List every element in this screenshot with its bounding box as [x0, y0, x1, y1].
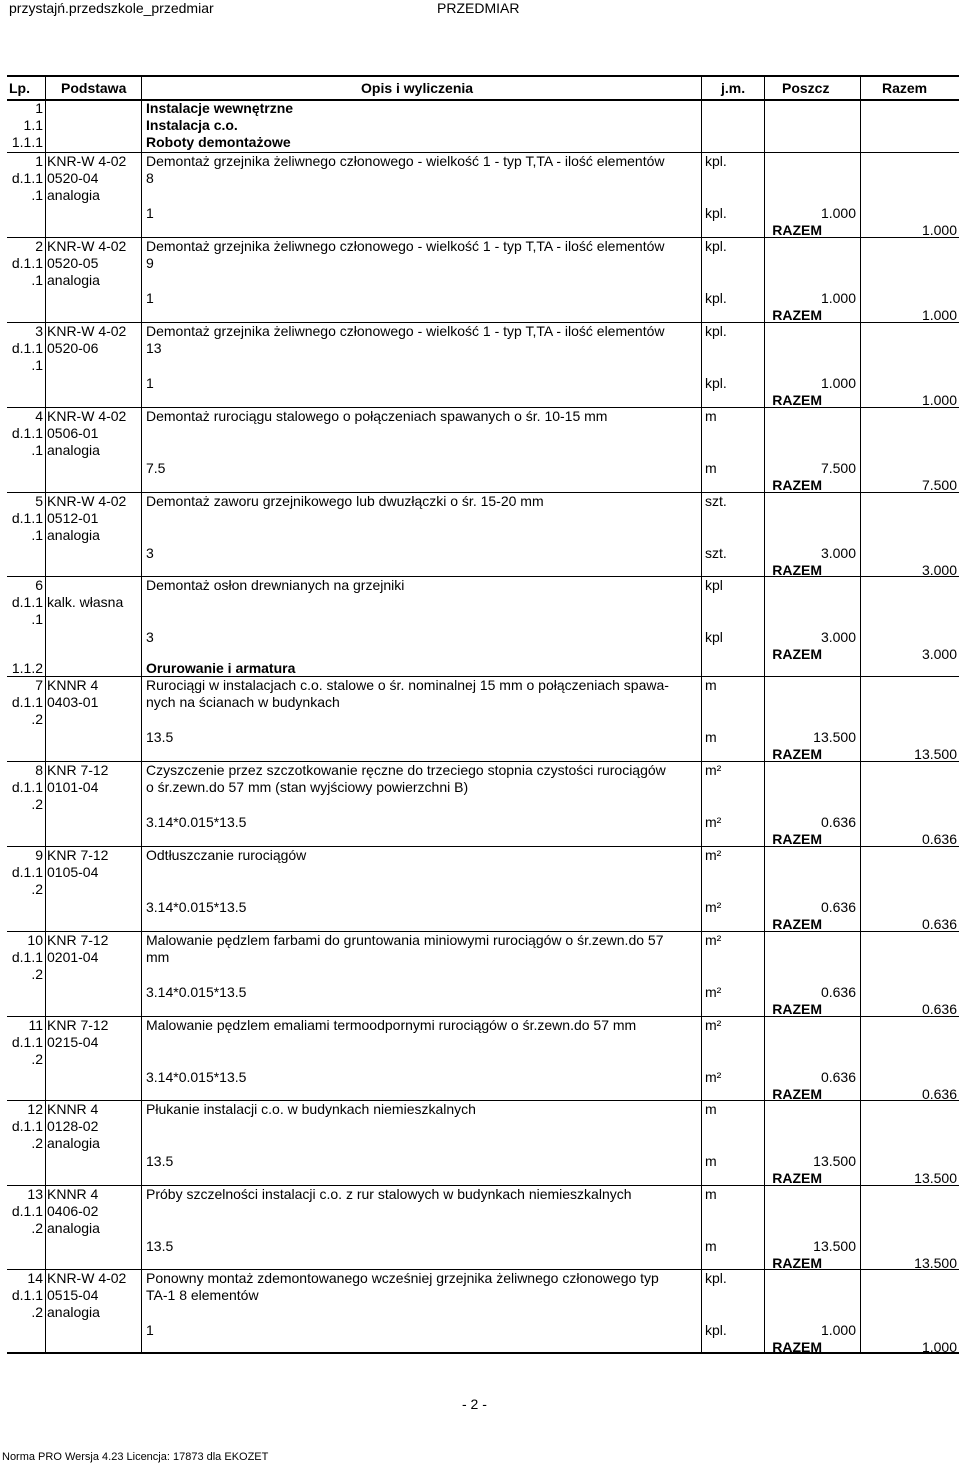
item-lp-line3: .2 — [31, 796, 43, 812]
item-calculation: 3.14*0.015*13.5 — [146, 814, 247, 830]
item-calc-unit: m² — [705, 1069, 722, 1085]
item-unit: m² — [705, 932, 722, 948]
item-razem-value: 0.636 — [921, 1086, 957, 1102]
item-calc-unit: m — [705, 729, 717, 745]
item-razem-value: 0.636 — [921, 831, 957, 847]
item-unit: kpl. — [705, 323, 727, 339]
item-description: Demontaż grzejnika żeliwnego członowego - wielkość 1 - typ T,TA - ilość elementów — [146, 238, 665, 254]
section-number: 1 — [35, 100, 43, 116]
item-unit: m — [705, 1101, 717, 1117]
item-description: Demontaż osłon drewnianych na grzejniki — [146, 577, 405, 593]
item-poszcz-value: 13.500 — [813, 1238, 856, 1254]
item-lp-line2: d.1.1 — [11, 949, 43, 965]
item-basis-number: kalk. własna — [47, 594, 124, 610]
razem-label: RAZEM — [772, 477, 822, 493]
razem-label: RAZEM — [772, 1255, 822, 1271]
item-lp-line3: .2 — [31, 881, 43, 897]
item-basis-note: analogia — [47, 1220, 100, 1236]
item-basis-number: 0403-01 — [47, 694, 99, 710]
item-description: Ponowny montaż zdemontowanego wcześniej grzejnika żeliwnego członowego typ — [146, 1270, 659, 1286]
item-razem-value: 3.000 — [921, 562, 957, 578]
item-poszcz-value: 3.000 — [820, 629, 856, 645]
item-lp-line2: d.1.1 — [11, 594, 43, 610]
razem-label: RAZEM — [772, 916, 822, 932]
item-calc-unit: kpl — [705, 629, 723, 645]
item-basis-number: 0201-04 — [47, 949, 99, 965]
item-poszcz-value: 13.500 — [813, 729, 856, 745]
item-number: 10 — [27, 932, 43, 948]
item-basis-code: KNR-W 4-02 — [47, 408, 127, 424]
item-lp-line2: d.1.1 — [11, 779, 43, 795]
page-number: - 2 - — [462, 1396, 487, 1412]
item-poszcz-value: 13.500 — [813, 1153, 856, 1169]
item-lp-line3: .1 — [31, 527, 43, 543]
item-razem-value: 13.500 — [914, 746, 957, 762]
item-basis-note: analogia — [47, 1135, 100, 1151]
item-poszcz-value: 0.636 — [820, 1069, 856, 1085]
item-description-cont: 13 — [146, 340, 162, 356]
item-poszcz-value: 1.000 — [820, 290, 856, 306]
section-title: Instalacje wewnętrzne — [146, 100, 294, 116]
item-lp-line3: .2 — [31, 1304, 43, 1320]
item-calc-unit: m² — [705, 814, 722, 830]
col-header-razem: Razem — [882, 80, 928, 96]
item-basis-number: 0101-04 — [47, 779, 99, 795]
item-description: Próby szczelności instalacji c.o. z rur stalowych w budynkach niemieszkalnych — [146, 1186, 632, 1202]
col-header-jm: j.m. — [721, 80, 746, 96]
item-calc-unit: kpl. — [705, 1322, 727, 1338]
doc-type-title: PRZEDMIAR — [437, 0, 520, 16]
item-calculation: 1 — [146, 1322, 154, 1338]
item-description: Demontaż grzejnika żeliwnego członowego - wielkość 1 - typ T,TA - ilość elementów — [146, 323, 665, 339]
item-description-cont: 9 — [146, 255, 154, 271]
doc-filename: przystajń.przedszkole_przedmiar — [9, 0, 214, 16]
section-number: 1.1.1 — [11, 134, 43, 150]
item-razem-value: 1.000 — [921, 222, 957, 238]
item-description: Czyszczenie przez szczotkowanie ręczne do trzeciego stopnia czystości rurociągów — [146, 762, 666, 778]
przedmiar-table — [7, 75, 959, 1354]
item-calc-unit: m — [705, 460, 717, 476]
item-number: 4 — [35, 408, 43, 424]
section-title: Instalacja c.o. — [146, 117, 238, 133]
item-basis-code: KNNR 4 — [47, 677, 99, 693]
section-number: 1.1 — [23, 117, 43, 133]
razem-label: RAZEM — [772, 222, 822, 238]
item-basis-note: analogia — [47, 442, 100, 458]
item-razem-value: 7.500 — [921, 477, 957, 493]
item-lp-line3: .2 — [31, 966, 43, 982]
razem-label: RAZEM — [772, 307, 822, 323]
item-calculation: 1 — [146, 205, 154, 221]
item-lp-line3: .1 — [31, 611, 43, 627]
razem-label: RAZEM — [772, 646, 822, 662]
razem-label: RAZEM — [772, 831, 822, 847]
item-lp-line2: d.1.1 — [11, 170, 43, 186]
razem-label: RAZEM — [772, 562, 822, 578]
item-basis-code: KNR-W 4-02 — [47, 323, 127, 339]
item-razem-value: 3.000 — [921, 646, 957, 662]
item-calculation: 3 — [146, 545, 154, 561]
section-title: Roboty demontażowe — [146, 134, 291, 150]
section-title: Orurowanie i armatura — [146, 660, 296, 676]
item-basis-code: KNR-W 4-02 — [47, 238, 127, 254]
razem-label: RAZEM — [772, 1086, 822, 1102]
item-unit: szt. — [705, 493, 727, 509]
item-basis-code: KNR-W 4-02 — [47, 153, 127, 169]
item-poszcz-value: 0.636 — [820, 984, 856, 1000]
item-calculation: 3.14*0.015*13.5 — [146, 984, 247, 1000]
item-razem-value: 1.000 — [921, 392, 957, 408]
item-basis-note: analogia — [47, 527, 100, 543]
item-description-cont: o śr.zewn.do 57 mm (stan wyjściowy powierzchni B) — [146, 779, 469, 795]
item-lp-line3: .2 — [31, 1135, 43, 1151]
item-basis-number: 0128-02 — [47, 1118, 99, 1134]
item-poszcz-value: 1.000 — [820, 205, 856, 221]
item-basis-number: 0215-04 — [47, 1034, 99, 1050]
item-unit: m² — [705, 1017, 722, 1033]
item-description-cont: TA-1 8 elementów — [146, 1287, 259, 1303]
item-number: 9 — [35, 847, 43, 863]
razem-label: RAZEM — [772, 746, 822, 762]
item-unit: m² — [705, 847, 722, 863]
item-basis-number: 0512-01 — [47, 510, 99, 526]
razem-label: RAZEM — [772, 1339, 822, 1355]
section-number: 1.1.2 — [11, 660, 43, 676]
item-calc-unit: m² — [705, 984, 722, 1000]
item-calculation: 1 — [146, 375, 154, 391]
item-lp-line2: d.1.1 — [11, 255, 43, 271]
item-lp-line3: .2 — [31, 1051, 43, 1067]
item-number: 2 — [35, 238, 43, 254]
item-basis-number: 0520-06 — [47, 340, 99, 356]
item-unit: kpl. — [705, 238, 727, 254]
item-basis-number: 0515-04 — [47, 1287, 99, 1303]
item-poszcz-value: 0.636 — [820, 814, 856, 830]
item-basis-number: 0506-01 — [47, 425, 99, 441]
item-lp-line3: .2 — [31, 1220, 43, 1236]
item-poszcz-value: 1.000 — [820, 1322, 856, 1338]
item-description: Odtłuszczanie rurociągów — [146, 847, 307, 863]
item-basis-code: KNR 7-12 — [47, 1017, 109, 1033]
item-number: 14 — [27, 1270, 43, 1286]
item-description: Demontaż zaworu grzejnikowego lub dwuzłączki o śr. 15-20 mm — [146, 493, 544, 509]
item-number: 13 — [27, 1186, 43, 1202]
software-footer: Norma PRO Wersja 4.23 Licencja: 17873 dla EKOZET — [2, 1451, 269, 1463]
item-lp-line3: .1 — [31, 442, 43, 458]
razem-label: RAZEM — [772, 1170, 822, 1186]
item-lp-line2: d.1.1 — [11, 510, 43, 526]
item-unit: kpl. — [705, 153, 727, 169]
item-lp-line2: d.1.1 — [11, 340, 43, 356]
item-number: 8 — [35, 762, 43, 778]
item-lp-line3: .2 — [31, 711, 43, 727]
item-basis-note: analogia — [47, 187, 100, 203]
item-number: 6 — [35, 577, 43, 593]
item-basis-code: KNR 7-12 — [47, 847, 109, 863]
item-calculation: 13.5 — [146, 729, 174, 745]
col-header-podstawa: Podstawa — [61, 80, 127, 96]
item-calc-unit: kpl. — [705, 290, 727, 306]
col-header-lp: Lp. — [9, 80, 30, 96]
item-poszcz-value: 0.636 — [820, 899, 856, 915]
item-number: 1 — [35, 153, 43, 169]
item-calc-unit: m — [705, 1153, 717, 1169]
item-unit: kpl. — [705, 1270, 727, 1286]
item-basis-note: analogia — [47, 272, 100, 288]
item-description: Demontaż grzejnika żeliwnego członowego - wielkość 1 - typ T,TA - ilość elementów — [146, 153, 665, 169]
item-lp-line2: d.1.1 — [11, 425, 43, 441]
item-number: 7 — [35, 677, 43, 693]
item-basis-code: KNR 7-12 — [47, 762, 109, 778]
item-basis-number: 0520-04 — [47, 170, 99, 186]
col-header-opis: Opis i wyliczenia — [361, 80, 474, 96]
item-description-cont: 8 — [146, 170, 154, 186]
item-description: Malowanie pędzlem emaliami termoodpornymi rurociągów o śr.zewn.do 57 mm — [146, 1017, 637, 1033]
item-description: Demontaż rurociągu stalowego o połączeniach spawanych o śr. 10-15 mm — [146, 408, 608, 424]
razem-label: RAZEM — [772, 1001, 822, 1017]
item-number: 5 — [35, 493, 43, 509]
item-basis-code: KNNR 4 — [47, 1186, 99, 1202]
item-razem-value: 1.000 — [921, 307, 957, 323]
item-number: 12 — [27, 1101, 43, 1117]
item-razem-value: 13.500 — [914, 1255, 957, 1271]
item-calculation: 3 — [146, 629, 154, 645]
item-basis-code: KNNR 4 — [47, 1101, 99, 1117]
item-description-cont: nych na ścianach w budynkach — [146, 694, 340, 710]
item-poszcz-value: 7.500 — [820, 460, 856, 476]
item-calc-unit: szt. — [705, 545, 727, 561]
item-lp-line2: d.1.1 — [11, 1118, 43, 1134]
item-description-cont: mm — [146, 949, 170, 965]
item-calculation: 3.14*0.015*13.5 — [146, 899, 247, 915]
item-calc-unit: m — [705, 1238, 717, 1254]
item-number: 11 — [28, 1017, 43, 1033]
item-calc-unit: kpl. — [705, 375, 727, 391]
item-poszcz-value: 3.000 — [820, 545, 856, 561]
item-description: Rurociągi w instalacjach c.o. stalowe o śr. nominalnej 15 mm o połączeniach spawa- — [146, 677, 669, 693]
item-description: Malowanie pędzlem farbami do gruntowania miniowymi rurociągów o śr.zewn.do 57 — [146, 932, 664, 948]
item-basis-code: KNR 7-12 — [47, 932, 109, 948]
item-basis-number: 0520-05 — [47, 255, 99, 271]
item-basis-note: analogia — [47, 1304, 100, 1320]
item-calculation: 13.5 — [146, 1238, 174, 1254]
item-unit: m² — [705, 762, 722, 778]
item-lp-line2: d.1.1 — [11, 1034, 43, 1050]
item-calculation: 13.5 — [146, 1153, 174, 1169]
item-lp-line3: .1 — [31, 272, 43, 288]
item-lp-line3: .1 — [31, 357, 43, 373]
item-lp-line2: d.1.1 — [11, 1287, 43, 1303]
item-lp-line2: d.1.1 — [11, 1203, 43, 1219]
item-basis-number: 0406-02 — [47, 1203, 99, 1219]
item-lp-line3: .1 — [31, 187, 43, 203]
item-calculation: 1 — [146, 290, 154, 306]
item-unit: m — [705, 677, 717, 693]
item-unit: kpl — [705, 577, 723, 593]
item-description: Płukanie instalacji c.o. w budynkach niemieszkalnych — [146, 1101, 476, 1117]
item-razem-value: 13.500 — [914, 1170, 957, 1186]
item-basis-number: 0105-04 — [47, 864, 99, 880]
item-unit: m — [705, 1186, 717, 1202]
item-calculation: 7.5 — [146, 460, 166, 476]
item-razem-value: 0.636 — [921, 1001, 957, 1017]
item-lp-line2: d.1.1 — [11, 864, 43, 880]
item-calc-unit: m² — [705, 899, 722, 915]
item-unit: m — [705, 408, 717, 424]
razem-label: RAZEM — [772, 392, 822, 408]
item-calc-unit: kpl. — [705, 205, 727, 221]
item-razem-value: 0.636 — [921, 916, 957, 932]
item-razem-value: 1.000 — [921, 1339, 957, 1355]
item-number: 3 — [35, 323, 43, 339]
col-header-poszcz: Poszcz — [782, 80, 830, 96]
item-lp-line2: d.1.1 — [11, 694, 43, 710]
item-basis-code: KNR-W 4-02 — [47, 493, 127, 509]
item-calculation: 3.14*0.015*13.5 — [146, 1069, 247, 1085]
item-basis-code: KNR-W 4-02 — [47, 1270, 127, 1286]
item-poszcz-value: 1.000 — [820, 375, 856, 391]
